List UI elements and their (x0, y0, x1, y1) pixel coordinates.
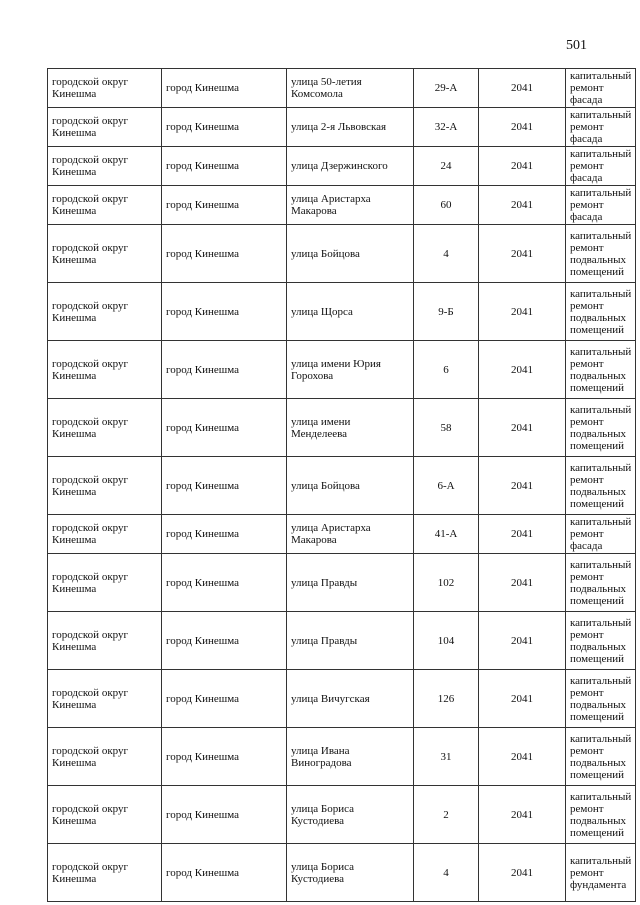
year-cell: 2041 (479, 186, 566, 225)
house-number-cell: 31 (414, 728, 479, 786)
work-type-cell: капитальный ремонт фундамента (566, 844, 636, 902)
street-cell: улица 2-я Львовская (287, 108, 414, 147)
street-cell: улица Аристарха Макарова (287, 515, 414, 554)
locality-cell: город Кинешма (162, 786, 287, 844)
house-number-cell: 32-А (414, 108, 479, 147)
municipality-cell: городской округ Кинешма (48, 69, 162, 108)
house-number-cell: 4 (414, 844, 479, 902)
locality-cell: город Кинешма (162, 69, 287, 108)
locality-cell: город Кинешма (162, 457, 287, 515)
municipality-cell: городской округ Кинешма (48, 670, 162, 728)
repair-registry-table (47, 68, 636, 902)
table-row (48, 69, 636, 108)
street-cell: улица имени Менделеева (287, 399, 414, 457)
municipality-cell: городской округ Кинешма (48, 786, 162, 844)
house-number-cell: 6-А (414, 457, 479, 515)
locality-cell: город Кинешма (162, 728, 287, 786)
table-row (48, 225, 636, 283)
street-cell: улица имени Юрия Горохова (287, 341, 414, 399)
house-number-cell: 41-А (414, 515, 479, 554)
street-cell: улица Бойцова (287, 457, 414, 515)
street-cell: улица Бориса Кустодиева (287, 786, 414, 844)
work-type-cell: капитальный ремонт фасада (566, 186, 636, 225)
table-row (48, 728, 636, 786)
locality-cell: город Кинешма (162, 515, 287, 554)
house-number-cell: 60 (414, 186, 479, 225)
street-cell: улица 50-летия Комсомола (287, 69, 414, 108)
locality-cell: город Кинешма (162, 147, 287, 186)
locality-cell: город Кинешма (162, 186, 287, 225)
table-row (48, 457, 636, 515)
table-row (48, 786, 636, 844)
house-number-cell: 29-А (414, 69, 479, 108)
table-row (48, 554, 636, 612)
year-cell: 2041 (479, 612, 566, 670)
street-cell: улица Правды (287, 612, 414, 670)
house-number-cell: 102 (414, 554, 479, 612)
house-number-cell: 4 (414, 225, 479, 283)
municipality-cell: городской округ Кинешма (48, 108, 162, 147)
municipality-cell: городской округ Кинешма (48, 844, 162, 902)
table-row (48, 283, 636, 341)
house-number-cell: 58 (414, 399, 479, 457)
year-cell: 2041 (479, 147, 566, 186)
municipality-cell: городской округ Кинешма (48, 515, 162, 554)
year-cell: 2041 (479, 69, 566, 108)
locality-cell: город Кинешма (162, 844, 287, 902)
locality-cell: город Кинешма (162, 225, 287, 283)
locality-cell: город Кинешма (162, 108, 287, 147)
municipality-cell: городской округ Кинешма (48, 225, 162, 283)
municipality-cell: городской округ Кинешма (48, 457, 162, 515)
street-cell: улица Правды (287, 554, 414, 612)
municipality-cell: городской округ Кинешма (48, 283, 162, 341)
year-cell: 2041 (479, 283, 566, 341)
street-cell: улица Ивана Виноградова (287, 728, 414, 786)
municipality-cell: городской округ Кинешма (48, 612, 162, 670)
year-cell: 2041 (479, 515, 566, 554)
table-row (48, 844, 636, 902)
locality-cell: город Кинешма (162, 670, 287, 728)
locality-cell: город Кинешма (162, 554, 287, 612)
work-type-cell: капитальный ремонт фасада (566, 108, 636, 147)
work-type-cell: капитальный ремонт подвальных помещений (566, 283, 636, 341)
table-row (48, 186, 636, 225)
municipality-cell: городской округ Кинешма (48, 341, 162, 399)
street-cell: улица Щорса (287, 283, 414, 341)
year-cell: 2041 (479, 457, 566, 515)
locality-cell: город Кинешма (162, 283, 287, 341)
street-cell: улица Бойцова (287, 225, 414, 283)
table-row (48, 399, 636, 457)
house-number-cell: 6 (414, 341, 479, 399)
work-type-cell: капитальный ремонт подвальных помещений (566, 457, 636, 515)
year-cell: 2041 (479, 341, 566, 399)
table-row (48, 612, 636, 670)
municipality-cell: городской округ Кинешма (48, 147, 162, 186)
table-row (48, 147, 636, 186)
municipality-cell: городской округ Кинешма (48, 399, 162, 457)
year-cell: 2041 (479, 554, 566, 612)
house-number-cell: 9-Б (414, 283, 479, 341)
page-number: 501 (566, 38, 587, 53)
year-cell: 2041 (479, 728, 566, 786)
locality-cell: город Кинешма (162, 612, 287, 670)
table-row (48, 341, 636, 399)
work-type-cell: капитальный ремонт подвальных помещений (566, 399, 636, 457)
locality-cell: город Кинешма (162, 341, 287, 399)
work-type-cell: капитальный ремонт подвальных помещений (566, 225, 636, 283)
work-type-cell: капитальный ремонт подвальных помещений (566, 728, 636, 786)
street-cell: улица Бориса Кустодиева (287, 844, 414, 902)
table-row (48, 670, 636, 728)
work-type-cell: капитальный ремонт фасада (566, 515, 636, 554)
work-type-cell: капитальный ремонт подвальных помещений (566, 341, 636, 399)
locality-cell: город Кинешма (162, 399, 287, 457)
municipality-cell: городской округ Кинешма (48, 186, 162, 225)
work-type-cell: капитальный ремонт подвальных помещений (566, 554, 636, 612)
street-cell: улица Дзержинского (287, 147, 414, 186)
year-cell: 2041 (479, 225, 566, 283)
house-number-cell: 104 (414, 612, 479, 670)
house-number-cell: 2 (414, 786, 479, 844)
work-type-cell: капитальный ремонт фасада (566, 147, 636, 186)
municipality-cell: городской округ Кинешма (48, 728, 162, 786)
work-type-cell: капитальный ремонт фасада (566, 69, 636, 108)
table-row (48, 515, 636, 554)
municipality-cell: городской округ Кинешма (48, 554, 162, 612)
year-cell: 2041 (479, 670, 566, 728)
street-cell: улица Аристарха Макарова (287, 186, 414, 225)
year-cell: 2041 (479, 844, 566, 902)
year-cell: 2041 (479, 399, 566, 457)
year-cell: 2041 (479, 786, 566, 844)
work-type-cell: капитальный ремонт подвальных помещений (566, 612, 636, 670)
year-cell: 2041 (479, 108, 566, 147)
street-cell: улица Вичугская (287, 670, 414, 728)
house-number-cell: 24 (414, 147, 479, 186)
work-type-cell: капитальный ремонт подвальных помещений (566, 786, 636, 844)
table-row (48, 108, 636, 147)
house-number-cell: 126 (414, 670, 479, 728)
work-type-cell: капитальный ремонт подвальных помещений (566, 670, 636, 728)
